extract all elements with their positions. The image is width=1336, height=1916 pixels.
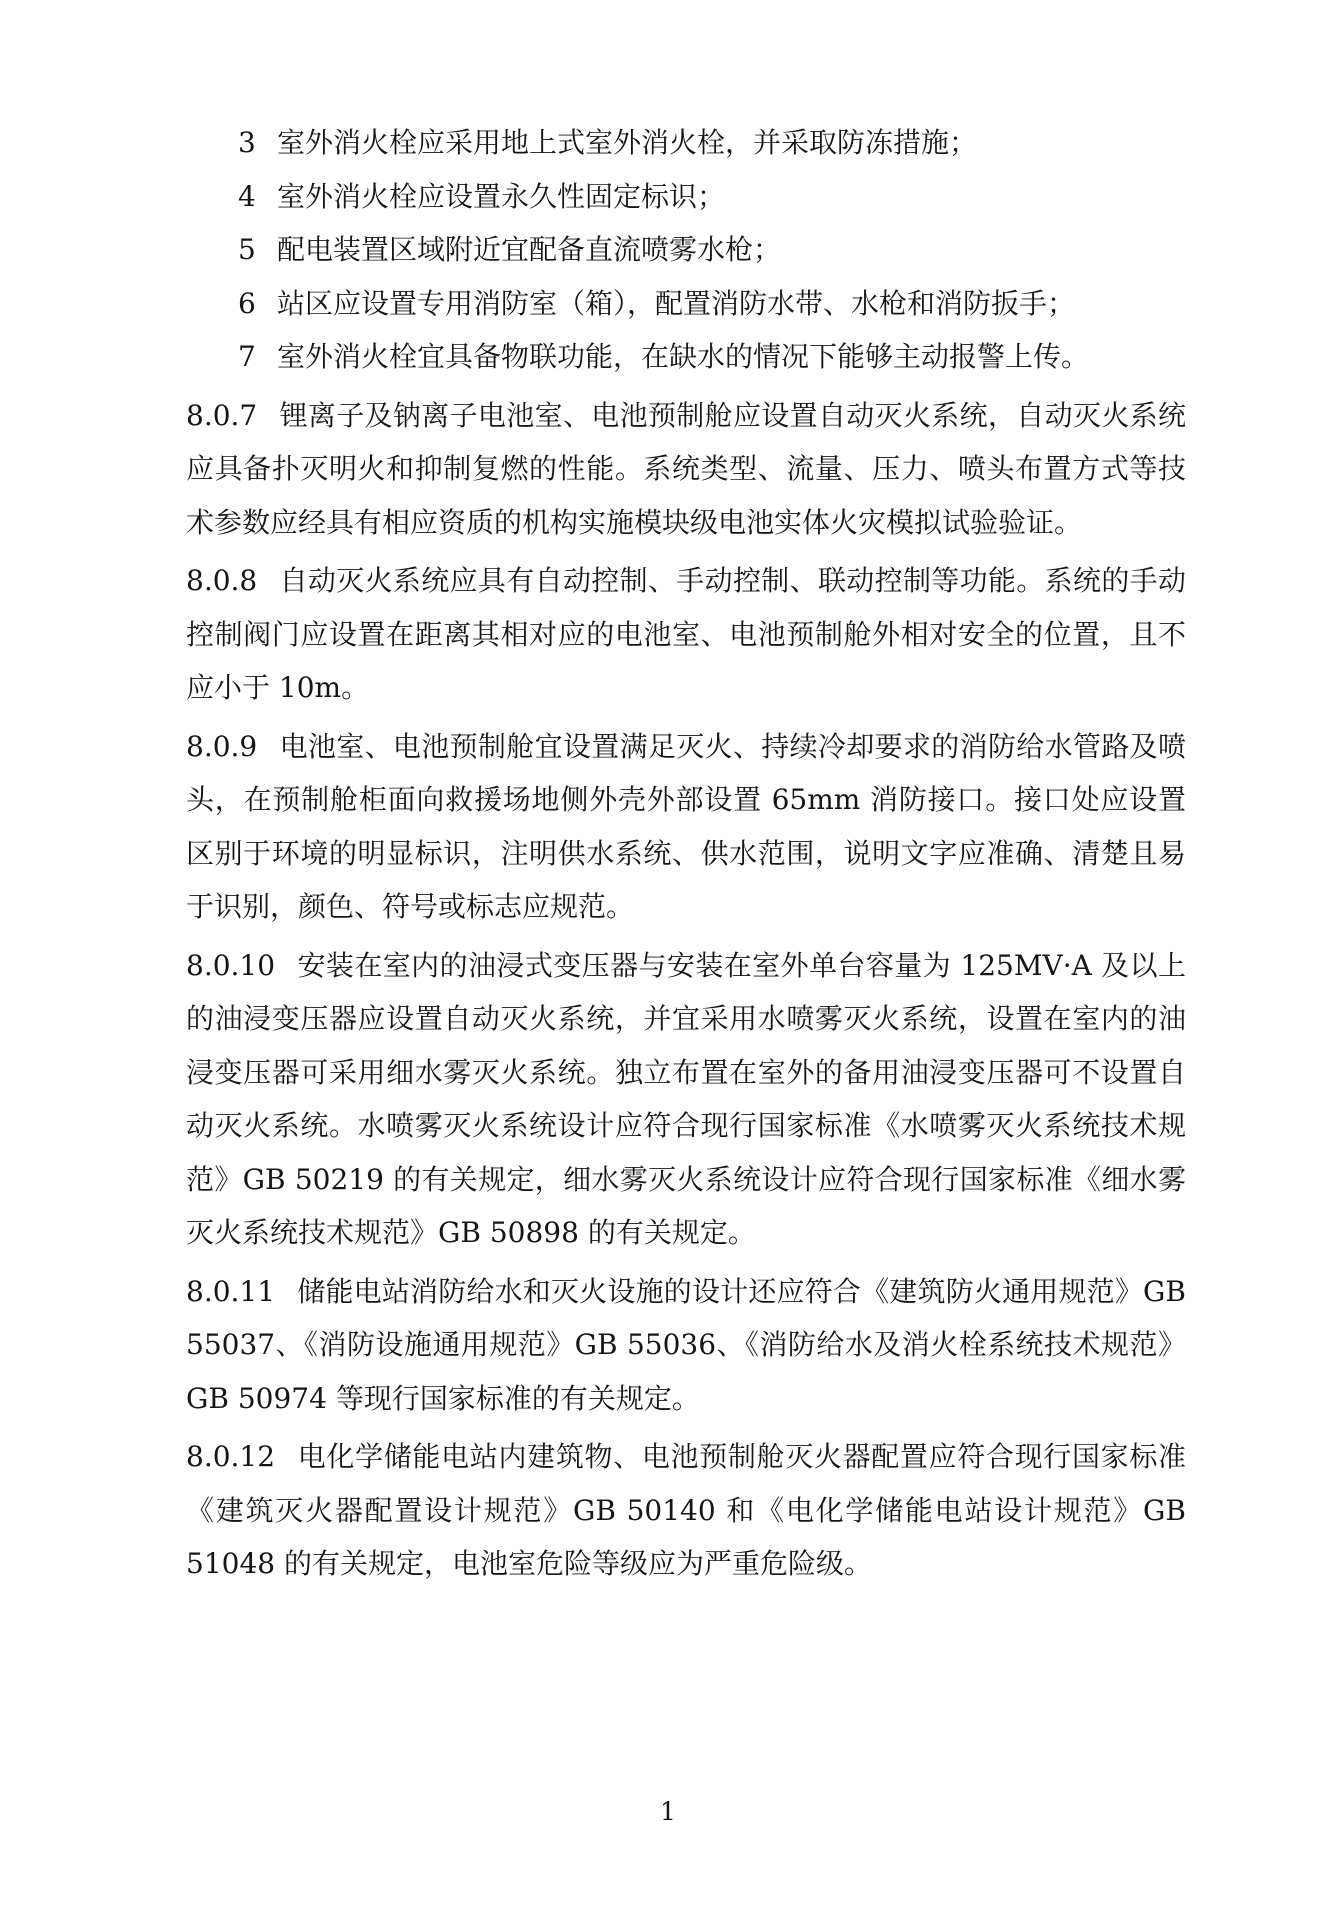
list-item-number: 6 [238, 286, 256, 320]
list-item-text: 室外消火栓宜具备物联功能，在缺水的情况下能够主动报警上传。 [277, 340, 1090, 373]
list-item [186, 330, 1186, 384]
list-item [186, 116, 1186, 170]
clause-paragraph-8-0-11 [186, 1265, 1186, 1426]
list-item-number: 3 [238, 126, 256, 159]
clause-paragraph-8-0-9 [186, 720, 1186, 934]
document-body [186, 116, 1186, 1591]
list-item-text: 配电装置区域附近宜配备直流喷雾水枪； [277, 233, 782, 266]
clause-text: 安装在室内的油浸式变压器与安装在室外单台容量为 125MV·A 及以上的油浸变压器应设置自动灭火系统，并宜采用水喷雾灭火系统，设置在室内的油浸变压器可采用细水雾灭火系统。独立布置在室外的备用油浸变压器可不设置自动灭火系统。水喷雾灭火系统设计应符合现行国家标准《水喷雾灭火系统技术规范》GB 50219 的有关规定，细水雾灭火系统设计应符合现行国家标准《细水雾灭火系统技术规范》GB 50898 的有关规定。 [186, 948, 1186, 1249]
clause-number: 8.0.10 [186, 948, 276, 982]
clause-paragraph-8-0-8 [186, 554, 1186, 715]
list-item-text: 站区应设置专用消防室（箱），配置消防水带、水枪和消防扳手； [277, 286, 1076, 320]
clause-text: 储能电站消防给水和灭火设施的设计还应符合《建筑防火通用规范》GB 55037、《消防设施通用规范》GB 55036、《消防给水及消火栓系统技术规范》GB 50974 等现行国家标准的有关规定。 [186, 1274, 1186, 1415]
clause-number: 8.0.8 [186, 564, 258, 597]
list-item-number: 5 [238, 233, 256, 266]
list-item [186, 277, 1186, 331]
clause-number: 8.0.9 [186, 729, 258, 763]
clause-number: 8.0.7 [186, 398, 258, 432]
clause-text: 电化学储能电站内建筑物、电池预制舱灭火器配置应符合现行国家标准《建筑灭火器配置设计规范》GB 50140 和《电化学储能电站设计规范》GB 51048 的有关规定，电池室危险等级应为严重危险级。 [186, 1440, 1186, 1580]
clause-text: 自动灭火系统应具有自动控制、手动控制、联动控制等功能。系统的手动控制阀门应设置在距离其相对应的电池室、电池预制舱外相对安全的位置，且不应小于 10m。 [186, 564, 1186, 704]
list-item [186, 223, 1186, 277]
clause-paragraph-8-0-10 [186, 939, 1186, 1260]
page-number: 1 [660, 1797, 676, 1826]
list-item [186, 170, 1186, 224]
clause-text: 锂离子及钠离子电池室、电池预制舱应设置自动灭火系统，自动灭火系统应具备扑灭明火和抑制复燃的性能。系统类型、流量、压力、喷头布置方式等技术参数应经具有相应资质的机构实施模块级电池实体火灾模拟试验验证。 [186, 398, 1186, 539]
clause-text: 电池室、电池预制舱宜设置满足灭火、持续冷却要求的消防给水管路及喷头，在预制舱柜面向救援场地侧外壳外部设置 65mm 消防接口。接口处应设置区别于环境的明显标识，注明供水系统、供水范围，说明文字应准确、清楚且易于识别，颜色、符号或标志应规范。 [186, 729, 1186, 923]
list-item-text: 室外消火栓应设置永久性固定标识； [277, 179, 726, 213]
list-item-text: 室外消火栓应采用地上式室外消火栓，并采取防冻措施； [277, 126, 978, 159]
clause-number: 8.0.11 [186, 1274, 276, 1308]
clause-paragraph-8-0-7 [186, 389, 1186, 550]
list-item-number: 4 [238, 179, 256, 213]
clause-paragraph-8-0-12 [186, 1430, 1186, 1591]
list-item-number: 7 [238, 340, 256, 373]
clause-number: 8.0.12 [186, 1440, 276, 1473]
